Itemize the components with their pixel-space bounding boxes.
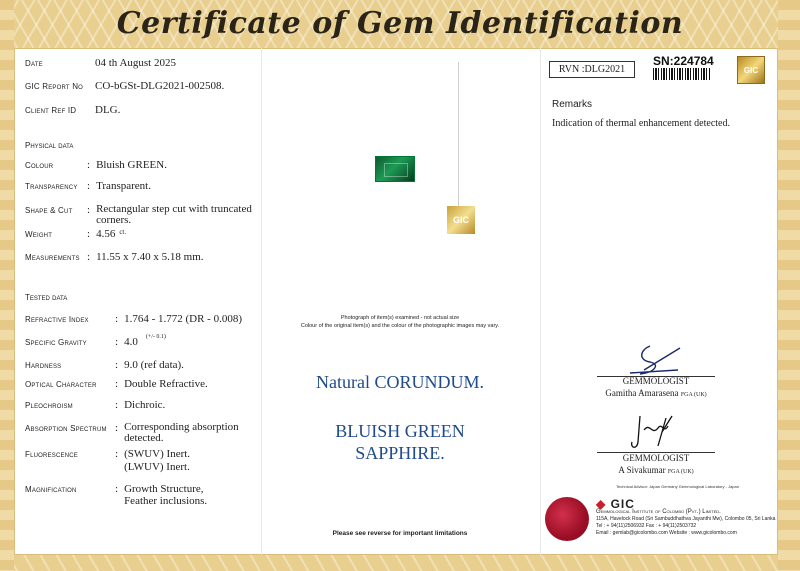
- reverse-note: Please see reverse for important limitations: [332, 530, 468, 537]
- measurements-label: Measurements: [25, 253, 80, 262]
- gemstone-photo: [375, 156, 415, 182]
- magnification-row: Magnification : Growth Structure, Feather inclusions.: [25, 483, 208, 507]
- gemmologist-2-name-line: [597, 465, 715, 475]
- certificate-title: Certificate of Gem Identification: [116, 6, 684, 41]
- pleochroism-label: Pleochroism: [25, 401, 73, 410]
- fold-line-left: [261, 48, 262, 555]
- client-label: Client Ref ID: [25, 106, 77, 115]
- date-value: 04 th August 2025: [95, 57, 176, 69]
- weight-label: Weight: [25, 230, 53, 239]
- optical-label: Optical Character: [25, 380, 97, 389]
- sg-tolerance: (+/- 0.1): [145, 334, 166, 340]
- report-label: GIC Report No: [25, 82, 84, 91]
- institute-address: 115A, Havelock Road (Sri Sambuddhathva Jayanthi Mw), Colombo 05, Sri Lanka: [596, 516, 776, 522]
- report-row: [25, 80, 224, 92]
- weight-value: 4.56: [96, 228, 116, 240]
- gemmologist-1-cred: FGA (UK): [680, 392, 707, 398]
- species-text: Natural CORUNDUM.: [316, 372, 484, 392]
- colour-label: Colour: [25, 161, 54, 170]
- institute-email: Email : gemlab@gicolombo.com Website : www.gicolombo.com: [596, 530, 737, 536]
- gemmologist-2-name: A Sivakumar: [618, 465, 666, 475]
- colour-row: Colour : Bluish GREEN.: [25, 159, 167, 171]
- report-value: CO-bGSt-DLG2021-002508.: [95, 80, 225, 92]
- institute-phone: Tel : + 94(11)2506932 Fax : + 94(11)2503732: [596, 523, 697, 529]
- fluorescence-lw-value: (LWUV) Inert.: [124, 461, 190, 473]
- hologram-stem: [458, 62, 459, 208]
- magnification-value-1: Growth Structure,: [124, 483, 204, 495]
- bottom-border: [0, 555, 800, 571]
- optical-row: Optical Character : Double Refractive.: [25, 378, 208, 390]
- wax-seal: [545, 497, 589, 541]
- measurements-value: 11.55 x 7.40 x 5.18 mm.: [96, 251, 204, 263]
- remarks-text: Indication of thermal enhancement detected.: [552, 118, 730, 129]
- variety-text: [262, 420, 538, 464]
- magnification-label: Magnification: [25, 485, 77, 494]
- weight-unit: ct.: [119, 228, 127, 236]
- transparency-row: Transparency : Transparent.: [25, 180, 151, 192]
- technical-advisor: Technical Advisor: Japan Germany Gemmological Laboratory - Japan: [616, 484, 739, 489]
- photo-disclaimer-line-1: Photograph of item(s) examined - not actual size: [340, 315, 460, 321]
- gemmologist-2-cred: FGA (UK): [667, 469, 694, 475]
- fluorescence-sw-value: (SWUV) Inert.: [124, 448, 191, 460]
- signature-2: [628, 412, 678, 452]
- shape-row: Shape & Cut : Rectangular step cut with truncated corners.: [25, 204, 256, 226]
- variety-line-1: BLUISH GREEN: [335, 421, 465, 441]
- measurements-row: Measurements : 11.55 x 7.40 x 5.18 mm.: [25, 251, 204, 263]
- remarks-header: Remarks: [552, 99, 593, 110]
- signature-1: [620, 340, 690, 376]
- date-row: [25, 57, 176, 69]
- institute-name: Gemmological Institute of Colombo (Pvt.) Limited.: [596, 509, 721, 515]
- colour-value: Bluish GREEN.: [96, 159, 167, 171]
- variety-line-2: SAPPHIRE.: [355, 443, 445, 463]
- gic-logo-label: GIC: [610, 497, 635, 511]
- institute-info: [596, 509, 776, 537]
- fold-line-right: [540, 48, 541, 555]
- transparency-label: Transparency: [25, 182, 78, 191]
- fluorescence-row: Fluorescence : (SWUV) Inert. (LWUV) Inert.: [25, 448, 191, 473]
- sg-value: 4.0: [124, 336, 138, 348]
- transparency-value: Transparent.: [96, 180, 151, 192]
- client-value: DLG.: [95, 104, 121, 116]
- gic-logo-badge: GIC: [737, 56, 765, 84]
- gemmologist-1-name-line: [597, 388, 715, 398]
- barcode: [653, 68, 711, 80]
- gic-hologram-badge: GIC: [447, 206, 475, 234]
- weight-row: Weight : 4.56 ct.: [25, 228, 127, 240]
- photo-disclaimer-line-2: Colour of the original item(s) and the colour of the photographic images may vary.: [300, 323, 500, 329]
- gemmologist-2-title: GEMMOLOGIST: [622, 453, 690, 463]
- right-border: [778, 0, 800, 571]
- magnification-value-2: Feather inclusions.: [124, 495, 208, 507]
- pleochroism-row: Pleochroism : Dichroic.: [25, 399, 166, 411]
- physical-data-header: Physical data: [25, 141, 74, 150]
- client-row: [25, 104, 120, 116]
- ri-value: 1.764 - 1.772 (DR - 0.008): [124, 313, 242, 325]
- ri-label: Refractive Index: [25, 315, 89, 324]
- tested-data-header: Tested data: [25, 293, 68, 302]
- hardness-value: 9.0 (ref data).: [124, 359, 184, 371]
- gemmologist-1-title: GEMMOLOGIST: [622, 376, 690, 386]
- sg-row: Specific Gravity : 4.0 (+/- 0.1): [25, 334, 166, 348]
- shape-label: Shape & Cut: [25, 206, 73, 215]
- date-label: Date: [25, 59, 43, 68]
- sg-label: Specific Gravity: [25, 338, 87, 347]
- absorption-label: Absorption Spectrum: [25, 424, 107, 433]
- absorption-row: Absorption Spectrum : Corresponding absorption detected.: [25, 422, 244, 444]
- gemmologist-1-name: Gamitha Amarasena: [605, 388, 679, 398]
- shape-value: Rectangular step cut with truncated corners.: [96, 203, 252, 226]
- absorption-value: Corresponding absorption detected.: [124, 421, 239, 444]
- rvn-box: RVN :DLG2021: [549, 61, 635, 78]
- left-border: [0, 0, 14, 571]
- optical-value: Double Refractive.: [124, 378, 208, 390]
- hardness-row: Hardness : 9.0 (ref data).: [25, 359, 184, 371]
- serial-number: SN:224784: [653, 54, 714, 68]
- gic-logo-text: ◆ GIC: [596, 497, 635, 511]
- ri-row: Refractive Index : 1.764 - 1.772 (DR - 0.008): [25, 313, 242, 325]
- pleochroism-value: Dichroic.: [124, 399, 166, 411]
- fluorescence-label: Fluorescence: [25, 450, 78, 459]
- photo-disclaimer: [270, 314, 530, 330]
- hardness-label: Hardness: [25, 361, 62, 370]
